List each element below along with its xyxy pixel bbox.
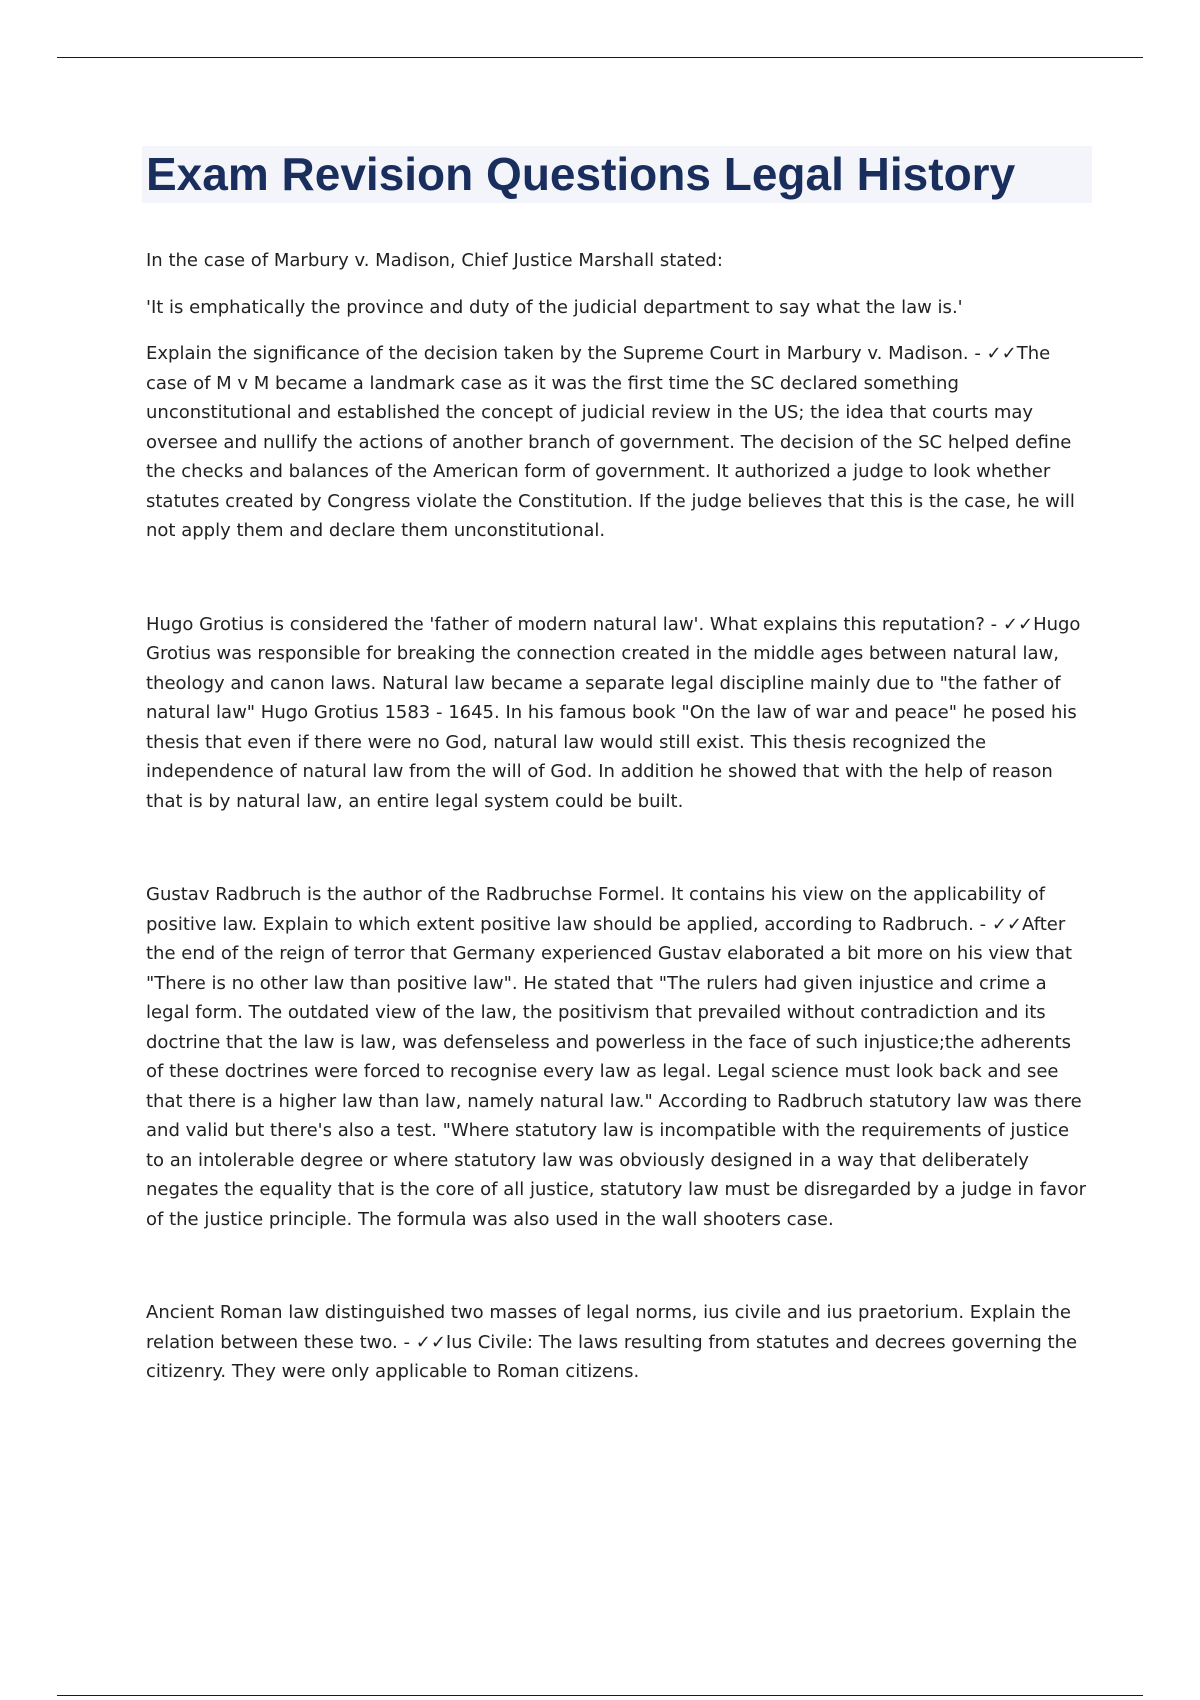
- qa-item-radbruch: [146, 880, 1090, 1234]
- question-text: Explain the significance of the decision taken by the Supreme Court in Marbury v. Madison.: [146, 343, 969, 364]
- separator: -: [984, 613, 1003, 635]
- answer-text: Hugo Grotius was responsible for breaking the connection created in the middle ages between natural law, theology and canon laws. Natural law became a separate legal discipline mainly due to "the father of natural law" Hugo Grotius 1583 - 1645. In his famous book "On the law of war and peace" he posed his thesis that even if there were no God, natural law would still exist. This thesis recognized the independence of natural law from the will of God. In addition he showed that with the help of reason that is by natural law, an entire legal system could be built.: [146, 613, 1081, 812]
- answer-text: Ius Civile: The laws resulting from statutes and decrees governing the citizenry. They were only applicable to Roman citizens.: [146, 1331, 1078, 1382]
- page-title: Exam Revision Questions Legal History: [146, 148, 1016, 200]
- bottom-rule: [57, 1695, 1143, 1696]
- check-icon: ✓✓: [986, 343, 1017, 364]
- spacer: [146, 546, 1090, 610]
- question-text: Hugo Grotius is considered the 'father of modern natural law'. What explains this reputation?: [146, 613, 985, 635]
- check-icon: ✓✓: [415, 1331, 446, 1353]
- document-body: [146, 246, 1090, 1387]
- check-icon: ✓✓: [991, 913, 1023, 935]
- separator: -: [968, 343, 987, 364]
- qa-item-grotius: [146, 610, 1090, 817]
- answer-text: The case of M v M became a landmark case as it was the first time the SC declared something unconstitutional and established the concept of judicial review in the US; the idea that courts may oversee and nullify the actions of another branch of government. The decision of the SC helped define the checks and balances of the American form of government. It authorized a judge to look whether statutes created by Congress violate the Constitution. If the judge believes that this is the case, he will not apply them and declare them unconstitutional.: [146, 343, 1075, 541]
- qa-item-marbury: [146, 339, 1090, 546]
- spacer: [146, 276, 1090, 293]
- spacer: [146, 322, 1090, 339]
- spacer: [146, 1234, 1090, 1298]
- separator: -: [973, 913, 992, 935]
- check-icon: ✓✓: [1002, 613, 1034, 635]
- qa-item-roman-law: [146, 1298, 1090, 1387]
- spacer: [146, 816, 1090, 880]
- separator: -: [397, 1331, 416, 1353]
- question-text: Ancient Roman law distinguished two masses of legal norms, ius civile and ius praetorium. Explain the relation between these two.: [146, 1302, 1071, 1353]
- intro-line: In the case of Marbury v. Madison, Chief Justice Marshall stated:: [146, 250, 723, 271]
- question-text: Gustav Radbruch is the author of the Radbruchse Formel. It contains his view on the applicability of positive law. Explain to which extent positive law should be applied, according to Radbruch.: [146, 884, 1046, 935]
- answer-text: After the end of the reign of terror that Germany experienced Gustav elaborated a bit more on his view that "There is no other law than positive law". He stated that "The rulers had given injustice and crime a legal form. The outdated view of the law, the positivism that prevailed without contradiction and its doctrine that the law is law, was defenseless and powerless in the face of such injustice;the adherents of these doctrines were forced to recognise every law as legal. Legal science must look back and see that there is a higher law than law, namely natural law." According to Radbruch statutory law was there and valid but there's also a test. "Where statutory law is incompatible with the requirements of justice to an intolerable degree or where statutory law was obviously designed in a way that deliberately negates the equality that is the core of all justice, statutory law must be disregarded by a judge in favor of the justice principle. The formula was also used in the wall shooters case.: [146, 913, 1087, 1230]
- top-rule: [57, 57, 1143, 58]
- intro-quote: 'It is emphatically the province and duty of the judicial department to say what the law is.': [146, 296, 963, 318]
